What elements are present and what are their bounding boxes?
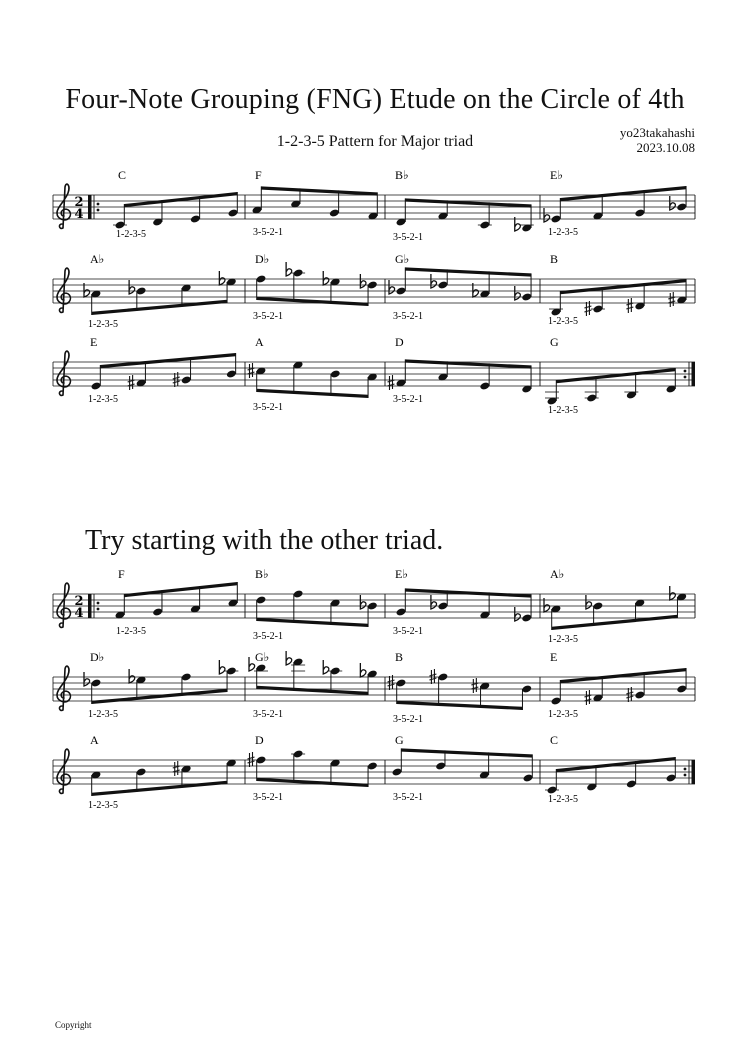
measure bbox=[249, 650, 378, 720]
note-head bbox=[293, 749, 304, 758]
beam bbox=[100, 353, 235, 368]
chord-symbol: G♭ bbox=[255, 650, 270, 664]
copyright-text: Copyright bbox=[55, 1020, 92, 1030]
chord-symbol: G♭ bbox=[395, 252, 410, 266]
measure bbox=[253, 252, 378, 322]
flat-icon bbox=[360, 274, 366, 288]
chord-symbol: B bbox=[550, 252, 559, 266]
beam bbox=[261, 186, 377, 195]
note-head bbox=[367, 601, 378, 610]
fingering-label: 3-5-2-1 bbox=[393, 394, 423, 405]
beam bbox=[560, 668, 686, 683]
fingering-label: 3-5-2-1 bbox=[253, 311, 283, 322]
measure bbox=[393, 168, 534, 243]
fingering-label: 3-5-2-1 bbox=[253, 792, 283, 803]
flat-icon bbox=[544, 208, 550, 222]
beam bbox=[556, 757, 675, 772]
measure bbox=[253, 567, 378, 642]
beam bbox=[124, 582, 237, 597]
fingering-label: 1-2-3-5 bbox=[548, 227, 578, 238]
start-repeat-barline bbox=[88, 195, 92, 219]
note-head bbox=[190, 214, 201, 223]
measure bbox=[545, 733, 676, 805]
note-head bbox=[181, 672, 192, 681]
beam bbox=[405, 359, 531, 368]
note-head bbox=[396, 286, 407, 295]
note-head bbox=[479, 220, 490, 229]
beam bbox=[124, 192, 237, 207]
staff-system bbox=[53, 650, 695, 725]
chord-symbol: E bbox=[90, 335, 98, 349]
flat-icon bbox=[389, 280, 395, 294]
composer-name: yo23takahashi bbox=[619, 125, 695, 140]
treble-clef-icon bbox=[57, 184, 70, 228]
time-signature bbox=[74, 195, 83, 222]
beam bbox=[405, 588, 531, 597]
fingering-label: 1-2-3-5 bbox=[116, 626, 146, 637]
flat-icon bbox=[219, 271, 225, 285]
measure bbox=[393, 567, 532, 637]
note-head bbox=[521, 613, 532, 622]
flat-icon bbox=[586, 595, 592, 609]
chord-symbol: C bbox=[550, 733, 559, 747]
note-head bbox=[666, 773, 677, 782]
fingering-label: 3-5-2-1 bbox=[393, 714, 423, 725]
fingering-label: 1-2-3-5 bbox=[88, 709, 118, 720]
staff-system bbox=[53, 335, 695, 416]
chord-symbol: B♭ bbox=[395, 168, 409, 182]
chord-symbol: A♭ bbox=[90, 252, 105, 266]
note-head bbox=[256, 755, 267, 764]
chord-symbol: G bbox=[395, 733, 404, 747]
sharp-icon bbox=[584, 690, 591, 705]
beam bbox=[92, 781, 227, 796]
note-head bbox=[329, 208, 340, 217]
sharp-icon bbox=[388, 375, 395, 390]
chord-symbol: A♭ bbox=[550, 567, 565, 581]
chord-symbol: C bbox=[118, 168, 127, 182]
time-sig-numerator: 2 bbox=[74, 594, 84, 609]
flat-icon bbox=[286, 262, 292, 276]
beam bbox=[556, 368, 675, 383]
beam bbox=[560, 279, 686, 294]
treble-clef-icon bbox=[57, 268, 70, 312]
beam bbox=[257, 686, 368, 695]
beam bbox=[257, 618, 368, 627]
note-head bbox=[521, 292, 532, 301]
note-head bbox=[676, 684, 687, 693]
note-head bbox=[152, 607, 163, 616]
chord-symbol: D bbox=[255, 733, 264, 747]
note-head bbox=[523, 773, 534, 782]
measure bbox=[113, 168, 238, 240]
page-subtitle: 1-2-3-5 Pattern for Major triad bbox=[276, 133, 474, 150]
beam bbox=[397, 701, 523, 710]
note-head bbox=[479, 381, 490, 390]
measure bbox=[548, 650, 687, 720]
beam bbox=[552, 615, 678, 630]
time-sig-denominator: 4 bbox=[74, 207, 84, 222]
note-head bbox=[551, 214, 562, 223]
chord-symbol: F bbox=[255, 168, 262, 182]
flat-icon bbox=[431, 274, 437, 288]
note-head bbox=[438, 280, 449, 289]
beam bbox=[257, 389, 368, 398]
treble-clef-icon bbox=[57, 583, 70, 627]
note-head bbox=[593, 304, 604, 313]
flat-icon bbox=[286, 651, 292, 665]
note-head bbox=[136, 767, 147, 776]
measure bbox=[248, 733, 378, 803]
note-head bbox=[586, 393, 597, 402]
flat-icon bbox=[515, 286, 521, 300]
composition-date: 2023.10.08 bbox=[636, 140, 695, 155]
treble-clef-icon bbox=[57, 351, 70, 395]
fingering-label: 3-5-2-1 bbox=[253, 227, 283, 238]
measure bbox=[548, 252, 687, 327]
note-head bbox=[226, 666, 237, 675]
flat-icon bbox=[323, 271, 329, 285]
beam bbox=[92, 300, 227, 315]
note-head bbox=[256, 595, 267, 604]
note-head bbox=[634, 690, 645, 699]
flat-icon bbox=[84, 672, 90, 686]
flat-icon bbox=[323, 660, 329, 674]
fingering-label: 1-2-3-5 bbox=[548, 405, 578, 416]
fingering-label: 3-5-2-1 bbox=[253, 402, 283, 413]
fingering-label: 1-2-3-5 bbox=[116, 229, 146, 240]
beam bbox=[257, 297, 368, 306]
chord-symbol: B♭ bbox=[255, 567, 269, 581]
note-head bbox=[438, 672, 449, 681]
chord-symbol: D bbox=[395, 335, 404, 349]
note-head bbox=[226, 369, 237, 378]
note-head bbox=[136, 286, 147, 295]
end-repeat-barline bbox=[692, 362, 696, 386]
note-head bbox=[551, 696, 562, 705]
note-head bbox=[367, 761, 378, 770]
beam bbox=[92, 689, 227, 704]
note-head bbox=[293, 589, 304, 598]
note-head bbox=[521, 684, 532, 693]
sharp-icon bbox=[173, 761, 180, 776]
fingering-label: 1-2-3-5 bbox=[88, 319, 118, 330]
measure bbox=[115, 567, 239, 637]
note-head bbox=[91, 381, 102, 390]
note-head bbox=[392, 767, 403, 776]
sharp-icon bbox=[248, 752, 255, 767]
measure bbox=[388, 650, 533, 725]
measure bbox=[389, 252, 532, 322]
sharp-icon bbox=[128, 375, 135, 390]
note-head bbox=[676, 202, 687, 211]
fingering-label: 3-5-2-1 bbox=[253, 709, 283, 720]
staff-system bbox=[53, 252, 695, 330]
measure bbox=[88, 335, 237, 405]
chord-symbol: A bbox=[255, 335, 264, 349]
fingering-label: 1-2-3-5 bbox=[548, 709, 578, 720]
section-heading: Try starting with the other triad. bbox=[85, 525, 444, 556]
note-head bbox=[593, 601, 604, 610]
time-signature bbox=[74, 594, 83, 621]
fingering-label: 3-5-2-1 bbox=[393, 311, 423, 322]
note-head bbox=[626, 779, 637, 788]
measure bbox=[388, 335, 533, 405]
note-head bbox=[634, 208, 645, 217]
sharp-icon bbox=[429, 669, 436, 684]
chord-symbol: D♭ bbox=[255, 252, 270, 266]
fingering-label: 1-2-3-5 bbox=[88, 800, 118, 811]
chord-symbol: E♭ bbox=[550, 168, 563, 182]
fingering-label: 1-2-3-5 bbox=[548, 316, 578, 327]
flat-icon bbox=[670, 196, 676, 210]
measure bbox=[545, 335, 676, 416]
end-repeat-barline bbox=[692, 760, 696, 784]
staff-system bbox=[53, 567, 695, 645]
measure bbox=[84, 650, 238, 720]
note-head bbox=[256, 274, 267, 283]
note-head bbox=[435, 761, 446, 770]
note-head bbox=[181, 375, 192, 384]
note-head bbox=[396, 607, 407, 616]
chord-symbol: E bbox=[550, 650, 558, 664]
staff-system bbox=[53, 168, 695, 243]
treble-clef-icon bbox=[57, 666, 70, 710]
fingering-label: 1-2-3-5 bbox=[88, 394, 118, 405]
note-head bbox=[367, 280, 378, 289]
flat-icon bbox=[515, 607, 521, 621]
note-head bbox=[91, 678, 102, 687]
sharp-icon bbox=[626, 298, 633, 313]
flat-icon bbox=[249, 657, 255, 671]
time-sig-denominator: 4 bbox=[74, 606, 84, 621]
note-head bbox=[330, 369, 341, 378]
staff-system bbox=[53, 733, 695, 811]
fingering-label: 3-5-2-1 bbox=[393, 792, 423, 803]
measure bbox=[544, 168, 687, 238]
treble-clef-icon bbox=[57, 749, 70, 793]
sharp-icon bbox=[471, 678, 478, 693]
chord-symbol: A bbox=[90, 733, 99, 747]
page-title: Four-Note Grouping (FNG) Etude on the Circle of 4th bbox=[65, 84, 685, 115]
flat-icon bbox=[360, 663, 366, 677]
note-head bbox=[330, 666, 341, 675]
chord-symbol: E♭ bbox=[395, 567, 408, 581]
fingering-label: 3-5-2-1 bbox=[253, 631, 283, 642]
note-head bbox=[396, 678, 407, 687]
note-head bbox=[228, 208, 239, 217]
fingering-label: 3-5-2-1 bbox=[393, 626, 423, 637]
fingering-label: 1-2-3-5 bbox=[548, 634, 578, 645]
fingering-label: 1-2-3-5 bbox=[548, 794, 578, 805]
sharp-icon bbox=[668, 292, 675, 307]
sharp-icon bbox=[248, 363, 255, 378]
flat-icon bbox=[670, 586, 676, 600]
chord-symbol: G bbox=[550, 335, 559, 349]
flat-icon bbox=[360, 595, 366, 609]
time-sig-numerator: 2 bbox=[74, 195, 84, 210]
measure bbox=[392, 733, 534, 803]
beam bbox=[560, 186, 686, 201]
flat-icon bbox=[129, 669, 135, 683]
beam bbox=[257, 778, 368, 787]
flat-icon bbox=[129, 280, 135, 294]
chord-symbol: B bbox=[395, 650, 404, 664]
chord-symbol: F bbox=[118, 567, 125, 581]
fingering-label: 3-5-2-1 bbox=[393, 232, 423, 243]
chord-symbol: D♭ bbox=[90, 650, 105, 664]
beam bbox=[401, 748, 532, 757]
note-head bbox=[293, 268, 304, 277]
measure bbox=[252, 168, 379, 238]
note-head bbox=[438, 601, 449, 610]
flat-icon bbox=[219, 660, 225, 674]
beam bbox=[405, 267, 531, 276]
beam bbox=[405, 198, 531, 207]
flat-icon bbox=[431, 595, 437, 609]
start-repeat-barline bbox=[88, 594, 92, 618]
